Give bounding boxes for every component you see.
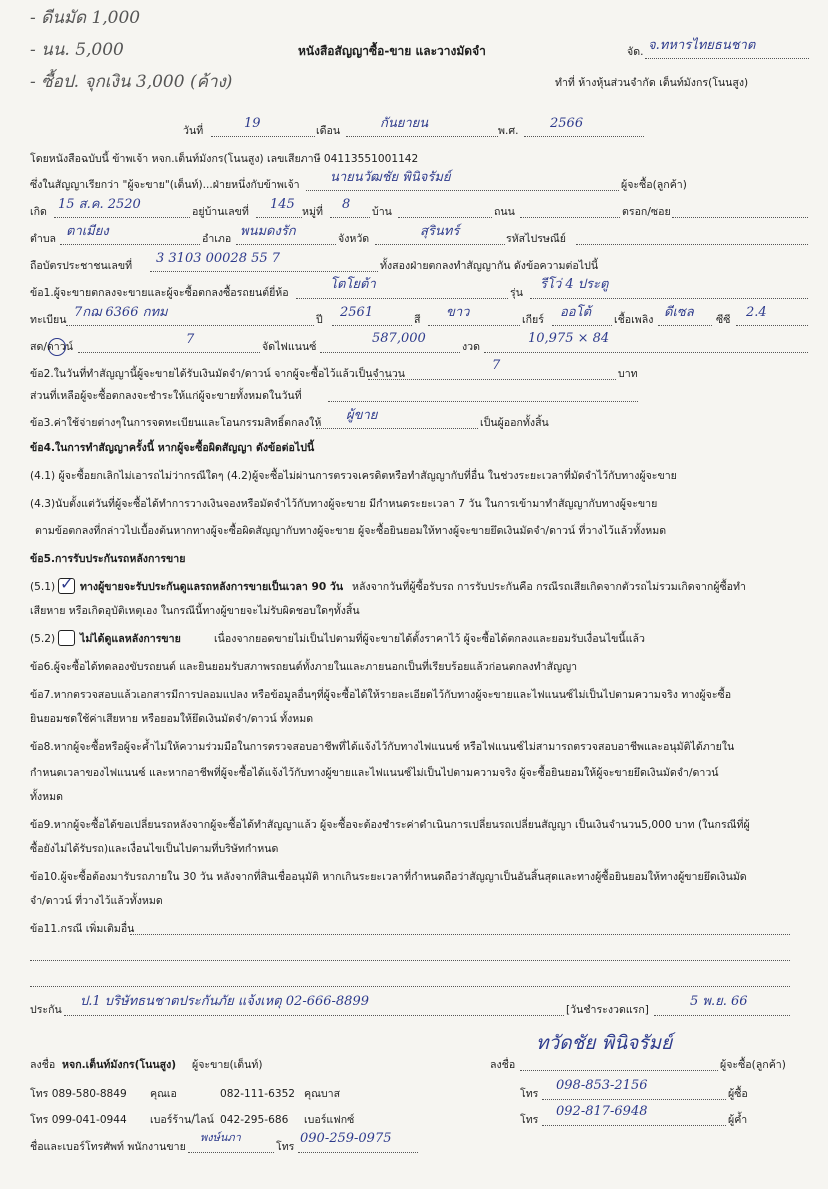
buyer-suffix: ผู้จะซื้อ(ลูกค้า) [621,179,687,191]
clause9-line1: ข้อ9.หากผู้จะซื้อได้ขอเปลี่ยนรถหลังจากผู้จะซื้อได้ทำสัญญาแล้ว ผู้จะซื้อจะต้องชำระค่าดำเนินการเปลี่ยนรถเปลี่ยนสัญญา เป็นเงินจำนวน5,000 บาท (ในกรณีที่ผู้ [30,819,750,831]
option52-number: (5.2) [30,633,56,645]
moo-label: หมู่ที่ [302,206,323,218]
clause4-line2: (4.3)นับตั้งแต่วันที่ผู้จะซื้อได้ทำการวางเงินจองหรือมัดจำไว้กับทางผู้จะขาย มีกำหนดระยะเวลา 7 วัน ในการเข้ามาทำสัญญากับทางผู้จะขาย [30,498,658,510]
phone-3-name: เบอร์ร้าน/ไลน์ [150,1114,214,1126]
buyer-sign-label: ลงชื่อ [490,1059,516,1071]
first-due-date: 5 พ.ย. 66 [690,994,748,1009]
date-day-label: วันที่ [183,125,204,137]
clause9-line2: ซื้อยังไม่ได้รับรถ)และเงื่อนไขเป็นไปตามที่บริษัทกำหนด [30,843,279,855]
checkmark-icon: ✓ [60,574,74,593]
clause4-title: ข้อ4.ในการทำสัญญาครั้งนี้ หากผู้จะซื้อผิดสัญญา ดังข้อต่อไปนี้ [30,442,315,454]
option51-rest: หลังจากวันที่ผู้ซื้อรับรถ การรับประกันคือ กรณีรถเสียเกิดจากตัวรถไม่รวมเกิดจากผู้ซื้อทำ [352,581,746,593]
installment-value: 10,975 × 84 [528,331,610,346]
margin-note-deposit: - ดีนมัด 1,000 [30,8,141,28]
clause2-rest: ส่วนที่เหลือผู้จะซื้อตกลงจะชำระให้แก่ผู้จะขายทั้งหมดในวันที่ [30,390,302,402]
vehicle-plate: 7กฌ 6366 กทม [74,305,168,320]
born-label: เกิด [30,206,47,218]
document-title: หนังสือสัญญาซื้อ-ขาย และวางมัดจำ [298,44,486,58]
insurance-label: ประกัน [30,1004,62,1016]
cc-label: ซีซี [716,314,731,326]
option52-bold: ไม่ได้ดูแลหลังการขาย [80,633,181,645]
clause7-line2: ยินยอมชดใช้ค่าเสียหาย หรือยอมให้ยึดเงินมัดจำ/ดาวน์ ทั้งหมด [30,713,314,725]
date-year-label: พ.ศ. [498,125,519,137]
tambon-label: ตำบล [30,233,57,245]
clause7-line1: ข้อ7.หากตรวจสอบแล้วเอกสารมีการปลอมแปลง หรือข้อมูลอื่นๆที่ผู้จะซื้อได้ให้รายละเอียดไว้กับทางผู้จะขายและไฟแนนซ์ไม่เป็นไปตามความจริง ทางผู้จะซื้อ [30,689,732,701]
road-label: ถนน [494,206,515,218]
seller-name: หจก.เต็นท์มังกร(โนนสูง) [62,1059,177,1071]
tambon-value: ตาเมียง [66,224,109,239]
clause2-amount: 7 [492,358,501,373]
down-value: 7 [186,332,195,347]
phone-2-name: คุณบาส [304,1088,341,1100]
soi-label: ตรอก/ซอย [622,206,671,218]
option51-checkbox[interactable] [58,574,75,594]
clause11-label: ข้อ11.กรณี เพิ่มเติมอื่น [30,923,135,935]
first-due-label: [วันชำระงวดแรก] [566,1004,649,1016]
option51-line2: เสียหาย หรือเกิดอุบัติเหตุเอง ในกรณีนี้ทางผู้ขายจะไม่รับผิดชอบใดๆทั้งสิ้น [30,605,360,617]
option51-bold: ทางผู้ขายจะรับประกันดูแลรถหลังการขายเป็นเวลา 90 วัน [80,581,344,593]
phone-3: โทร 099-041-0944 [30,1114,127,1126]
vehicle-color: ขาว [446,305,470,320]
staff-tel-label: โทร [276,1141,295,1153]
installment-label: งวด [462,341,481,353]
insurance-value: ป.1 บริษัทธนชาตประกันภัย แจ้งเหตุ 02-666-8899 [80,994,369,1009]
vehicle-cc: 2.4 [746,305,767,320]
province-field-label: จังหวัด [338,233,370,245]
province-value: จ.ทหารไทยธนชาต [648,38,756,53]
finance-amount: 587,000 [372,331,426,346]
date-month: กันยายน [380,116,429,131]
clause8-line3: ทั้งหมด [30,791,64,803]
province-label: จัด. [627,46,644,58]
born-date: 15 ส.ค. 2520 [58,197,141,212]
gear-label: เกียร์ [522,314,544,326]
clause5-title: ข้อ5.การรับประกันรถหลังการขาย [30,553,186,565]
seller-role: ผู้จะขาย(เต็นท์) [192,1059,263,1071]
clause4-line1: (4.1) ผู้จะซื้อยกเลิกไม่เอารถไม่ว่ากรณีใดๆ (4.2)ผู้จะซื้อไม่ผ่านการตรวจเครดิตหรือทำสัญญากับที่อื่น ในช่วงระยะเวลาที่มัดจำไว้กับทางผู้จะขาย [30,470,677,482]
clause3-who: ผู้ขาย [346,408,378,423]
postal-label: รหัสไปรษณีย์ [506,233,566,245]
moo-number: 8 [342,197,351,212]
id-label: ถือบัตรประชาชนเลขที่ [30,260,133,272]
seller-called-label: ซึ่งในสัญญาเรียกว่า "ผู้จะขาย"(เต็นท์)...ฝ่ายหนึ่งกับข้าพเจ้า [30,179,300,191]
plate-label: ทะเบียน [30,314,67,326]
fuel-label: เชื้อเพลิง [614,314,654,326]
guarantor-tel-label: โทร [520,1114,539,1126]
color-label: สี [414,314,421,326]
clause8-line2: กำหนดเวลาของไฟแนนซ์ และหากอาชีพที่ผู้จะซื้อได้แจ้งไว้กับทางผู้ขายและไฟแนนซ์ไม่เป็นไปตามความจริง ผู้จะซื้อยินยอมให้ผู้จะขายยึดเงินมัดจำ/ดาวน์ [30,767,719,779]
amphoe-label: อำเภอ [202,233,232,245]
province-field-value: สุรินทร์ [420,224,460,239]
clause10-line1: ข้อ10.ผู้จะซื้อต้องมารับรถภายใน 30 วัน หลังจากที่สินเชื่ออนุมัติ หากเกินระยะเวลาที่กำหนดถือว่าสัญญาเป็นอันสิ้นสุดและทางผู้ซื้อยินยอมให้ทางผู้ขายยึดเงินมัด [30,871,747,883]
house-label: อยู่บ้านเลขที่ [192,206,249,218]
date-month-label: เดือน [316,125,341,137]
buyer-tel: 098-853-2156 [556,1078,648,1093]
clause8-line1: ข้อ8.หากผู้จะซื้อหรือผู้จะค้ำไม่ให้ความร่วมมือในการตรวจสอบอาชีพที่ได้แจ้งไว้กับทางไฟแนนซ์ หรือไฟแนนซ์ไม่สามารถตรวจสอบอาชีพและอนุมัติได้ภายใน [30,741,735,753]
clause2-unit: บาท [618,368,638,380]
date-year: 2566 [550,116,584,131]
margin-note-fee: - นน. 5,000 [30,40,124,60]
clause3-suffix: เป็นผู้ออกทั้งสิ้น [480,417,549,429]
staff-label: ชื่อและเบอร์โทรศัพท์ พนักงานขาย [30,1141,186,1153]
vehicle-fuel: ดีเซล [664,305,694,320]
vehicle-gear: ออโต้ [560,305,592,320]
option52-checkbox[interactable] [58,630,75,646]
buyer-tel-label: โทร [520,1088,539,1100]
clause4-line3: ตามข้อตกลงที่กล่าวไปเบื้องต้นหากทางผู้จะซื้อผิดสัญญากับทางผู้จะขาย ผู้จะซื้อยินยอมให้ทางผู้จะขายยึดเงินมัดจำ/ดาวน์ ที่วางไว้แล้วทั้งหมด [35,525,667,537]
vehicle-brand: โตโยต้า [330,277,376,292]
date-day: 19 [244,116,261,131]
clause10-line2: จำ/ดาวน์ ที่วางไว้แล้วทั้งหมด [30,895,163,907]
seller-sign-label: ลงชื่อ [30,1059,56,1071]
clause2-text: ข้อ2.ในวันที่ทำสัญญานี้ผู้จะขายได้รับเงินมัดจำ/ดาวน์ จากผู้จะซื้อไว้แล้วเป็นจำนวน [30,368,406,380]
vehicle-year: 2561 [340,305,374,320]
staff-name: พงษ์นภา [200,1131,241,1144]
phone-4-name: เบอร์แฟกซ์ [304,1114,355,1126]
id-suffix: ทั้งสองฝ่ายตกลงทำสัญญากัน ดังข้อความต่อไปนี้ [380,260,599,272]
year-label: ปี [316,314,323,326]
staff-tel: 090-259-0975 [300,1131,392,1146]
clause6: ข้อ6.ผู้จะซื้อได้ทดลองขับรถยนต์ และยินยอมรับสภาพรถยนต์ทั้งภายในและภายนอกเป็นที่เรียบร้อยแล้วก่อนตกลงทำสัญญา [30,661,578,673]
model-label: รุ่น [510,287,523,299]
village-label: บ้าน [372,206,392,218]
phone-2: 082-111-6352 [220,1088,296,1100]
clause3-text: ข้อ3.ค่าใช้จ่ายต่างๆในการจดทะเบียนและโอนกรรมสิทธิ์ตกลงให้ [30,417,322,429]
amphoe-value: พนมดงรัก [240,224,296,239]
clause1-label: ข้อ1.ผู้จะขายตกลงจะขายและผู้จะซื้อตกลงซื้อรถยนต์ยี่ห้อ [30,287,289,299]
buyer-role: ผู้จะซื้อ(ลูกค้า) [720,1059,786,1071]
phone-1: โทร 089-580-8849 [30,1088,127,1100]
buyer-signature: ทวัดชัย พินิจรัมย์ [536,1032,673,1054]
vehicle-model: รีโว่ 4 ประตู [540,277,609,292]
finance-label: จัดไฟแนนซ์ [262,341,317,353]
down-label: สด/ดาวน์ [30,341,73,353]
intro-text: โดยหนังสือฉบับนี้ ข้าพเจ้า หจก.เต็นท์มังกร(โนนสูง) เลขเสียภาษี 04113551001142 [30,153,419,165]
house-number: 145 [270,197,295,212]
option51-number: (5.1) [30,581,56,593]
id-number: 3 3103 00028 55 7 [156,251,281,266]
buyer-tel-role: ผู้ซื้อ [728,1088,748,1100]
phone-4: 042-295-686 [220,1114,289,1126]
place-text: ทำที่ ห้างหุ้นส่วนจำกัด เต็นท์มังกร(โนนสูง) [555,77,749,89]
buyer-name: นายนวัฒชัย พินิจรัมย์ [330,170,451,185]
option52-rest: เนื่องจากยอดขายไม่เป็นไปตามที่ผู้จะขายได้ตั้งราคาไว้ ผู้จะซื้อได้ตกลงและยอมรับเงื่อนไขนี้แล้ว [214,633,645,645]
guarantor-tel: 092-817-6948 [556,1104,648,1119]
margin-note-balance: - ซื้อป. จุกเงิน 3,000 (ค้าง) [30,72,233,92]
guarantor-role: ผู้ค้ำ [728,1114,748,1126]
phone-1-name: คุณเอ [150,1088,177,1100]
